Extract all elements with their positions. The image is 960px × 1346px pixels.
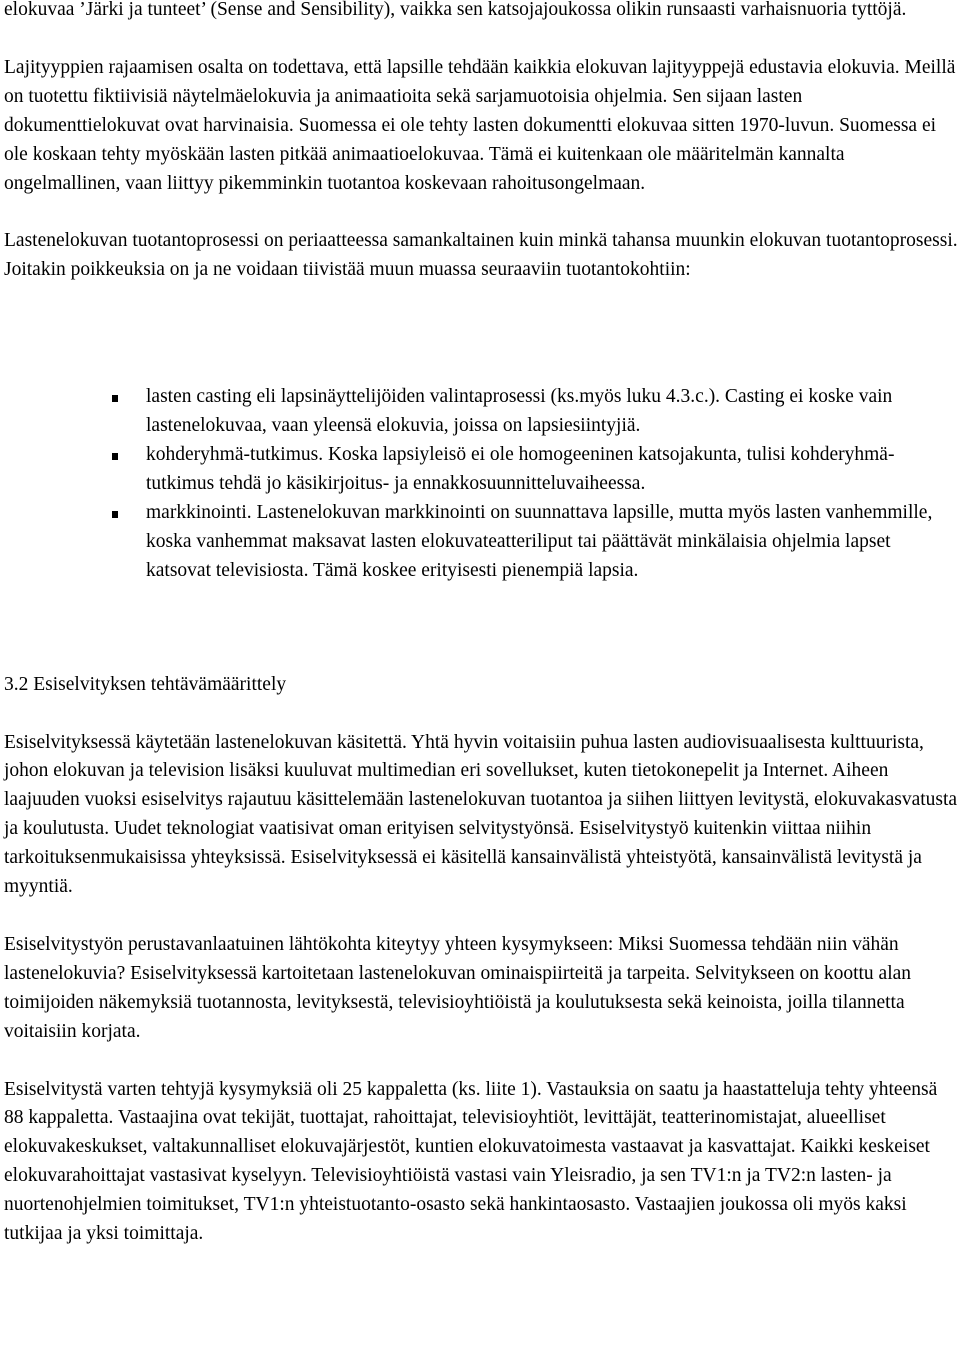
list-item-text: kohderyhmä-tutkimus. Koska lapsiyleisö ei ole homogeeninen katsojakunta, tulisi kohderyhmä-tutkimus tehdä jo käsikirjoitus- ja ennakkosuunnitteluvaiheessa. (146, 444, 895, 494)
list-item (4, 441, 959, 499)
list-item-text: markkinointi. Lastenelokuvan markkinointi on suunnattava lapsille, mutta myös lasten vanhemmille, koska vanhemmat maksavat lasten elokuvateatteriliput tai päättävät minkälaisia ohjelmia lapset katsovat televisiosta. Tämä koskee erityisesti pienempiä lapsia. (146, 501, 933, 581)
production-points-list (4, 383, 959, 585)
paragraph-production-process: Lastenelokuvan tuotantoprosessi on periaatteessa samankaltainen kuin minkä tahansa muunkin elokuvan tuotantoprosessi. Joitakin poikkeuksia on ja ne voidaan tiivistää muun muassa seuraaviin tuotantokohtiin: (4, 230, 958, 281)
paragraph-intro: elokuvaa ’Järki ja tunteet’ (Sense and Sensibility), vaikka sen katsojajoukossa olikin runsaasti varhaisnuoria tyttöjä. (4, 0, 907, 20)
paragraph-scope: Esiselvityksessä käytetään lastenelokuvan käsitettä. Yhtä hyvin voitaisiin puhua lasten audiovisuaalisesta kulttuurista, johon elokuvan ja television lisäksi kuuluvat multimedian eri sovellukset, kuten tietokonepelit ja Internet. Aiheen laajuuden vuoksi esiselvitys rajautuu käsittelemään lastenelokuvan tuotantoa ja siihen liittyen levitystä, elokuvakasvatusta ja koulutusta. Uudet teknologiat vaatisivat oman erityisen selvitystyönsä. Esiselvitystyö kuitenkin viittaa niihin tarkoituksenmukaisissa yhteyksissä. Esiselvityksessä ei käsitellä kansainvälistä yhteistyötä, kansainvälistä levitystä ja myyntiä. (4, 731, 958, 898)
square-bullet-icon (112, 453, 118, 460)
paragraph-survey: Esiselvitystä varten tehtyjä kysymyksiä oli 25 kappaletta (ks. liite 1). Vastauksia on saatu ja haastatteluja tehty yhteensä 88 kappaletta. Vastaajina ovat tekijät, tuottajat, rahoittajat, televisioyhtiöt, levittäjät, teatterinomistajat, alueelliset elokuvakeskukset, valtakunnalliset elokuvajärjestöt, kuntien elokuvatoimesta vastaavat ja kasvattajat. Kaikki keskeiset elokuvarahoittajat vastasivat kyselyyn. Televisioyhtiöistä vastasi vain Yleisradio, ja sen TV1:n ja TV2:n lasten- ja nuortenohjelmien toimitukset, TV1:n yhteistuotanto-osasto sekä hankintaosasto. Vastaajien joukossa oli myös kaksi tutkijaa ja yksi toimittaja. (4, 1078, 938, 1245)
document-page (4, 0, 959, 1249)
list-item-text: lasten casting eli lapsinäyttelijöiden valintaprosessi (ks.myös luku 4.3.c.). Casting ei koske vain lastenelokuvaa, vaan yleensä elokuvia, joissa on lapsiesiintyjiä. (146, 386, 893, 437)
list-item (4, 499, 959, 586)
paragraph-starting-point: Esiselvitystyön perustavanlaatuinen lähtökohta kiteytyy yhteen kysymykseen: Miksi Suomessa tehdään niin vähän lastenelokuvia? Esiselvityksessä kartoitetaan lastenelokuvan ominaispiirteitä ja tarpeita. Selvitykseen on koottu alan toimijoiden näkemyksiä tuotannosta, levityksestä, televisioyhtiöistä ja koulutuksesta sekä keinoista, joilla tilannetta voitaisiin korjata. (4, 933, 912, 1042)
square-bullet-icon (112, 511, 118, 518)
square-bullet-icon (112, 395, 118, 402)
section-heading: 3.2 Esiselvityksen tehtävämäärittely (4, 673, 287, 695)
list-item (4, 383, 959, 441)
paragraph-genres: Lajityyppien rajaamisen osalta on todettava, että lapsille tehdään kaikkia elokuvan lajityyppejä edustavia elokuvia. Meillä on tuotettu fiktiivisiä näytelmäelokuvia ja animaatioita sekä sarjamuotoisia ohjelmia. Sen sijaan lasten dokumenttielokuvat ovat harvinaisia. Suomessa ei ole tehty lasten dokumentti elokuvaa sitten 1970-luvun. Suomessa ei ole koskaan tehty myöskään lasten pitkää animaatioelokuvaa. Tämä ei kuitenkaan ole määritelmän kannalta ongelmallinen, vaan liittyy pikemminkin tuotantoa koskevaan rahoitusongelmaan. (4, 56, 956, 194)
